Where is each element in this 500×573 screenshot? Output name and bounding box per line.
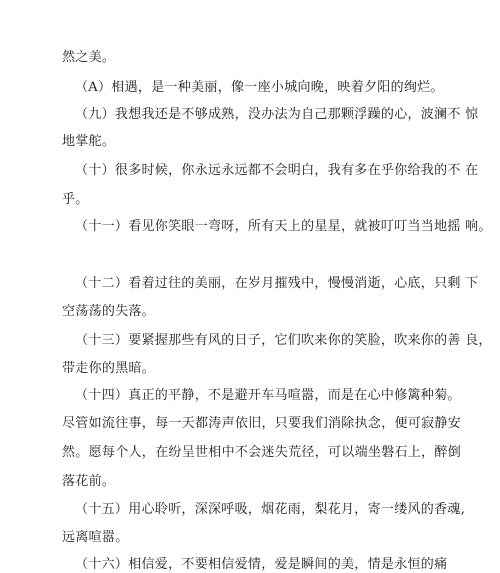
text-line: （十）很多时候，你永远永远都不会明白，我有多在乎你给我的不 在	[75, 163, 479, 178]
text-line: 带走你的黑暗。	[62, 361, 156, 376]
text-line: （十四）真正的平静，不是避开车马喧嚣，而是在心中修篱种菊。	[75, 388, 461, 403]
text-line: （十一）看见你笑眼一弯呀，所有天上的星星，就被叮叮当当地摇 响。	[75, 219, 492, 234]
text-line: 乎。	[62, 192, 89, 207]
text-line: 空荡荡的失落。	[62, 304, 156, 319]
text-line: （九）我想我还是不够成熟，没办法为自己那颗浮躁的心，波澜不 惊	[75, 107, 479, 122]
text-line: （十二）看着过往的美丽，在岁月摧残中，慢慢消逝，心底，只剩 下	[75, 276, 479, 291]
text-line: （十五）用心聆听，深深呼吸，烟花雨，梨花月，寄一缕风的香魂,	[75, 502, 466, 517]
text-line: 落花前。	[62, 474, 116, 489]
text-line: （A）相遇，是一种美丽，像一座小城向晚，映着夕阳的绚烂。	[75, 80, 444, 95]
text-line: 然之美。	[62, 50, 116, 65]
text-line: （十三）要紧握那些有风的日子，它们吹来你的笑脸，吹来你的善 良，	[75, 333, 492, 348]
text-line: （十六）相信爱，不要相信爱情，爱是瞬间的美，情是永恒的痛	[75, 557, 448, 572]
text-line: 地掌舵。	[62, 134, 116, 149]
text-line: 远离喧嚣。	[62, 530, 129, 545]
text-line: 然。愿每个人，在纷呈世相中不会迷失荒径，可以端坐磐石上，醉倒	[62, 445, 462, 460]
text-line: 尽管如流往事，每一天都涛声依旧，只要我们消除执念，便可寂静安	[62, 416, 462, 431]
